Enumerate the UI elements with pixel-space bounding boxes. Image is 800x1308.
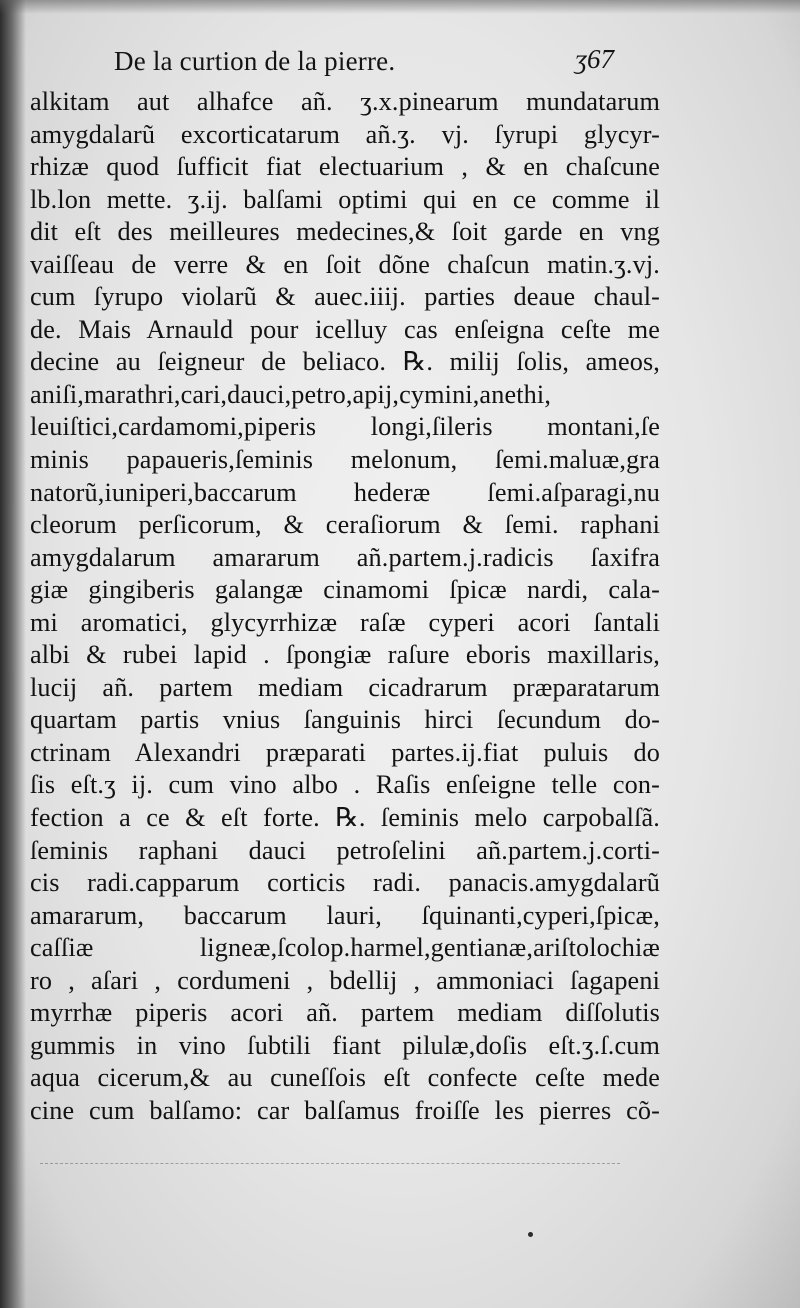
text-line: lucij añ. partem mediam cicadrarum præparatarum <box>30 672 660 702</box>
text-line: cleorum perſicorum, & ceraſiorum & ſemi. raphani <box>30 510 660 540</box>
text-line: gummis in vino ſubtili fiant pilulæ,doſis eſt.ʒ.ſ.cum <box>30 1030 660 1060</box>
text-line: dit eſt des meilleures medecines,& ſoit garde en vng <box>30 217 660 247</box>
text-line: rhizæ quod ſufficit fiat electuarium , & en chaſcune <box>30 152 660 182</box>
body-text <box>30 86 660 1128</box>
bottom-rule <box>40 1163 620 1164</box>
ink-speck <box>528 1232 533 1237</box>
text-line: de. Mais Arnauld pour icelluy cas enſeigna ceſte me <box>30 314 660 344</box>
text-line: quartam partis vnius ſanguinis hirci ſecundum do- <box>30 705 660 735</box>
text-line: ſis eſt.ʒ ij. cum vino albo . Raſis enſeigne telle con- <box>30 770 660 800</box>
text-line: cum ſyrupo violarũ & auec.iiij. parties deaue chaul- <box>30 282 660 312</box>
text-line: alkitam aut alhafce añ. ʒ.x.pinearum mundatarum <box>30 87 660 116</box>
page-number: ʒ67 <box>575 44 614 74</box>
text-line: ctrinam Alexandri præparati partes.ij.fiat puluis do <box>30 737 660 767</box>
text-line: natorũ,iuniperi,baccarum hederæ ſemi.aſparagi,nu <box>30 477 660 507</box>
text-line: vaiſſeau de verre & en ſoit dõne chaſcun matin.ʒ.vj. <box>30 249 660 279</box>
gutter-shadow <box>0 0 26 1308</box>
text-line: cine cum balſamo: car balſamus froiſſe les pierres cõ- <box>30 1095 660 1125</box>
page-top-edge <box>0 0 800 14</box>
text-line: minis papaueris,ſeminis melonum, ſemi.maluæ,gra <box>30 445 660 475</box>
text-line: amygdalarum amararum añ.partem.j.radicis ſaxifra <box>30 542 660 572</box>
text-line: caſſiæ ligneæ,ſcolop.harmel,gentianæ,ariſtolochiæ <box>30 933 660 963</box>
text-line: giæ gingiberis galangæ cinamomi ſpicæ nardi, cala- <box>30 575 660 605</box>
page-header <box>114 44 634 88</box>
text-line: amararum, baccarum lauri, ſquinanti,cyperi,ſpicæ, <box>30 900 660 930</box>
text-line: leuiſtici,cardamomi,piperis longi,ſileris montani,ſe <box>30 412 660 442</box>
text-line: amygdalarũ excorticatarum añ.ʒ. vj. ſyrupi glycyr- <box>30 119 660 149</box>
running-title: De la curtion de la pierre. <box>114 46 396 76</box>
text-line: mi aromatici, glycyrrhizæ raſæ cyperi acori ſantali <box>30 607 660 637</box>
text-line: ro , aſari , cordumeni , bdellij , ammoniaci ſagapeni <box>30 965 660 995</box>
text-line: aqua cicerum,& au cuneſſois eſt confecte ceſte mede <box>30 1063 660 1093</box>
text-line: lb.lon mette. ʒ.ij. balſami optimi qui en ce comme il <box>30 184 660 214</box>
text-line: myrrhæ piperis acori añ. partem mediam diſſolutis <box>30 998 660 1028</box>
text-line: ſeminis raphani dauci petroſelini añ.partem.j.corti- <box>30 835 660 865</box>
text-line: cis radi.capparum corticis radi. panacis.amygdalarũ <box>30 868 660 898</box>
text-line: albi & rubei lapid . ſpongiæ raſure eboris maxillaris, <box>30 640 660 670</box>
text-line: fection a ce & eſt forte. ℞. ſeminis melo carpobalſã. <box>30 803 660 833</box>
text-line: aniſi,marathri,cari,dauci,petro,apij,cymini,anethi, <box>30 379 552 409</box>
text-line: decine au ſeigneur de beliaco. ℞. milij ſolis, ameos, <box>30 347 660 377</box>
